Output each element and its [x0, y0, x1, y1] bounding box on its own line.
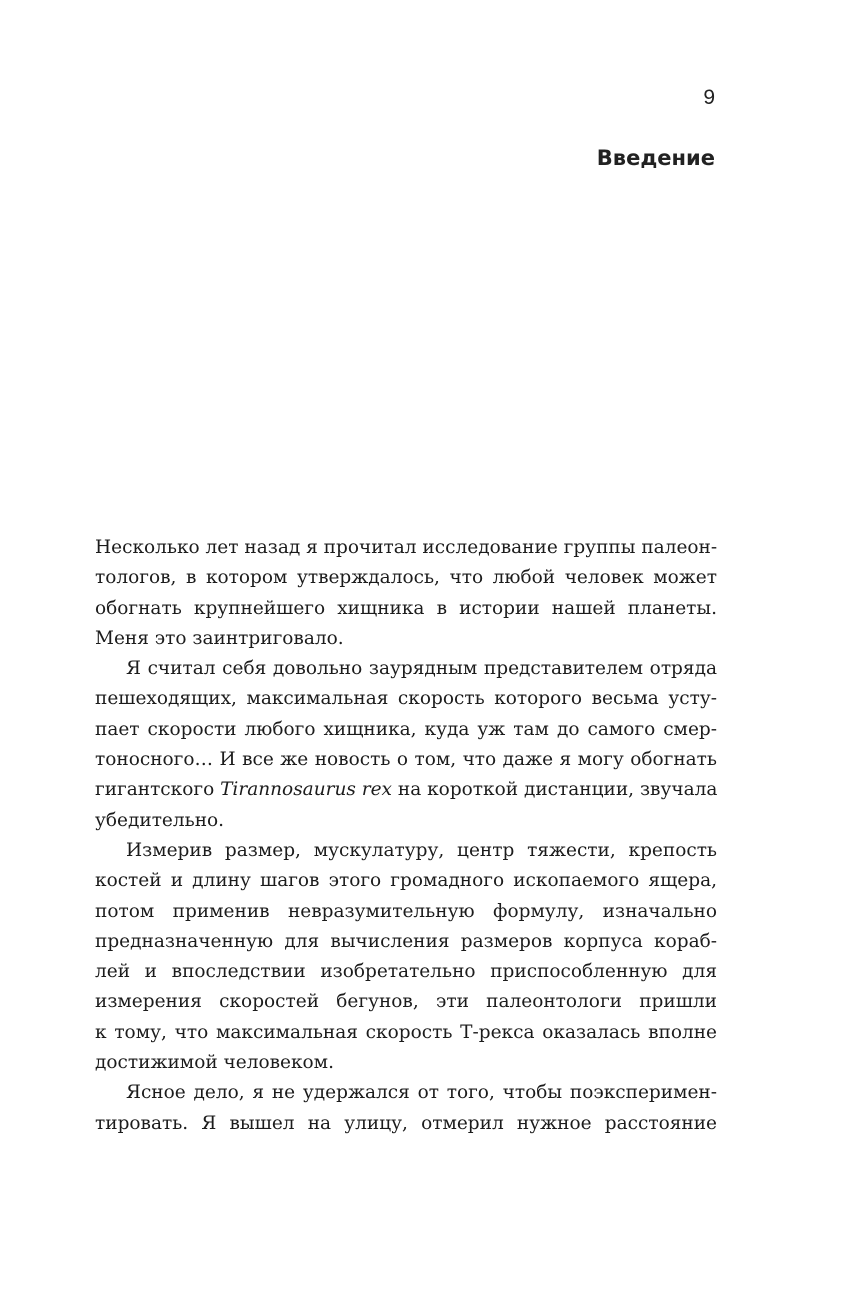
text-line: потом применив невразумительную формулу, изначально — [95, 900, 717, 922]
text-line: Меня это заинтриговало. — [95, 627, 344, 649]
chapter-title: Введение — [596, 146, 715, 170]
species-name: Tirannosaurus rex — [220, 779, 392, 801]
text-line: Ясное дело, я не удержался от того, чтобы поэксперимен- — [126, 1082, 717, 1104]
text-line: к тому, что максимальная скорость Т-рекса оказалась вполне — [95, 1021, 717, 1043]
text-line: обогнать крупнейшего хищника в истории нашей планеты. — [95, 597, 717, 619]
text-line: тоносного… И все же новость о том, что даже я могу обогнать — [95, 749, 717, 771]
body-text — [95, 533, 717, 1139]
text-line-with-italic — [95, 775, 717, 805]
text-line: предназначенную для вычисления размеров корпуса кораб- — [95, 930, 717, 952]
text-line: убедительно. — [95, 809, 225, 831]
paragraph-1 — [95, 533, 717, 654]
page-number: 9 — [703, 86, 715, 109]
text-line: тировать. Я вышел на улицу, отмерил нужное расстояние — [95, 1112, 717, 1134]
text-line: пешеходящих, максимальная скорость которого весьма усту- — [95, 688, 717, 710]
paragraph-3 — [95, 836, 717, 1078]
text-line: Несколько лет назад я прочитал исследование группы палеон- — [95, 537, 718, 558]
text-line: костей и длину шагов этого громадного ископаемого ящера, — [95, 870, 717, 892]
text-segment: гигантского — [95, 779, 221, 801]
text-line: Измерив размер, мускулатуру, центр тяжести, крепость — [126, 839, 717, 861]
text-line: пает скорости любого хищника, куда уж там до самого смер- — [95, 718, 717, 740]
text-line: достижимой человеком. — [95, 1052, 334, 1074]
text-line: измерения скоростей бегунов, эти палеонтологи пришли — [95, 991, 717, 1013]
text-line: Я считал себя довольно заурядным представителем отряда — [126, 658, 717, 680]
text-line: тологов, в котором утверждалось, что любой человек может — [95, 567, 717, 589]
paragraph-4 — [95, 1078, 717, 1139]
paragraph-2 — [95, 654, 717, 836]
text-segment: на короткой дистанции, звучала — [392, 779, 718, 801]
text-line: лей и впоследствии изобретательно приспособленную для — [95, 961, 717, 983]
